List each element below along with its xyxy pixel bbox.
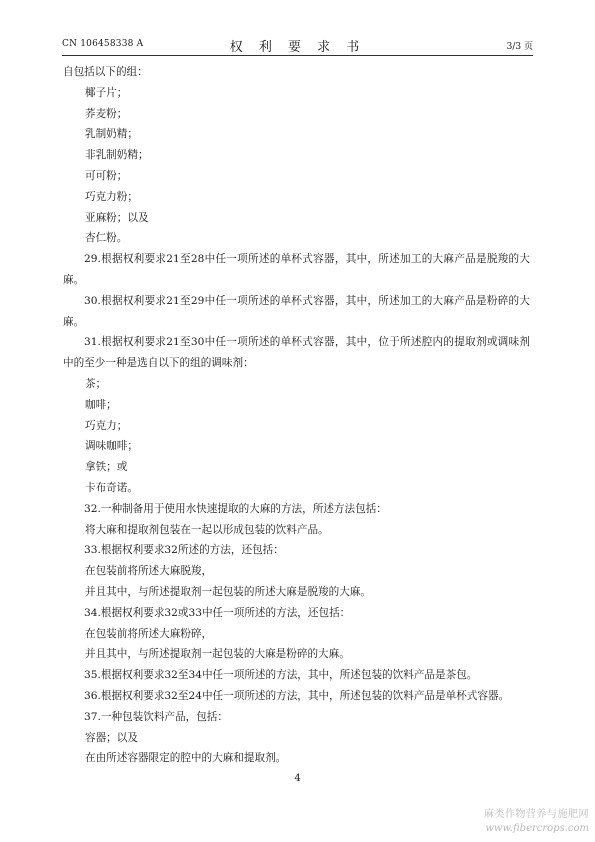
list-item: 卡布奇诺。 <box>85 481 138 494</box>
claims-body <box>63 62 530 769</box>
page-header <box>62 36 533 54</box>
watermark-url: www.fibercrops.com <box>485 823 589 834</box>
list-item: 在包装前将所述大麻粉碎， <box>85 627 213 640</box>
list-item: 调味咖啡； <box>85 440 138 453</box>
list-item: 杏仁粉。 <box>85 232 128 245</box>
text-line: 自包括以下的组： <box>63 66 148 78</box>
patent-number: CN 106458338 A <box>62 39 144 49</box>
claim-paragraph: 36.根据权利要求32至24中任一项所述的方法，其中，所述包装的饮料产品是单杯式容器。 <box>84 689 510 702</box>
list-item: 乳制奶精； <box>85 128 138 141</box>
document-title: 权 利 要 求 书 <box>229 40 366 55</box>
list-item: 巧克力粉； <box>85 190 138 203</box>
claim-paragraph: 37.一种包装饮料产品，包括： <box>84 710 228 723</box>
claim-paragraph: 34.根据权利要求32或33中任一项所述的方法，还包括： <box>84 606 351 619</box>
list-item: 咖啡； <box>85 398 117 411</box>
list-item: 椰子片； <box>85 86 128 99</box>
list-item: 茶； <box>85 377 107 390</box>
list-item: 亚麻粉；以及 <box>85 211 149 224</box>
list-item: 巧克力； <box>85 419 128 432</box>
list-item: 将大麻和提取剂包装在一起以形成包装的饮料产品。 <box>85 523 329 536</box>
watermark <box>484 808 589 836</box>
claim-paragraph: 33.根据权利要求32所述的方法，还包括： <box>84 544 284 557</box>
list-item: 容器；以及 <box>85 731 138 744</box>
claim-paragraph: 29.根据权利要求21至28中任一项所述的单杯式容器，其中，所述加工的大麻产品是脱羧的大麻。 <box>63 253 530 286</box>
list-item: 可可粉； <box>85 169 128 182</box>
list-item: 并且其中，与所述提取剂一起包装的所述大麻是脱羧的大麻。 <box>85 585 372 598</box>
page-reference: 3/3 页 <box>506 42 533 52</box>
claim-paragraph: 32.一种制备用于使用水快速提取的大麻的方法，所述方法包括： <box>84 502 387 515</box>
list-item: 荞麦粉； <box>85 107 128 120</box>
header-divider <box>62 55 533 56</box>
list-item: 在由所述容器限定的腔中的大麻和提取剂。 <box>85 752 287 765</box>
claim-paragraph: 30.根据权利要求21至29中任一项所述的单杯式容器，其中，所述加工的大麻产品是粉碎的大麻。 <box>63 294 530 328</box>
list-item: 在包装前将所述大麻脱羧， <box>85 565 213 578</box>
claim-paragraph: 35.根据权利要求32至34中任一项所述的方法，其中，所述包装的饮料产品是茶包。 <box>84 669 478 682</box>
list-item: 非乳制奶精； <box>85 149 149 162</box>
list-item: 拿铁；或 <box>85 461 128 474</box>
list-item: 并且其中，与所述提取剂一起包装的大麻是粉碎的大麻。 <box>85 648 350 661</box>
page-number: 4 <box>294 773 301 784</box>
claim-paragraph: 31.根据权利要求21至30中任一项所述的单杯式容器，其中，位于所述腔内的提取剂或调味剂中的至少一种是选自以下的组的调味剂： <box>63 336 530 370</box>
watermark-site-name: 麻类作物营养与施肥网 <box>484 809 589 820</box>
